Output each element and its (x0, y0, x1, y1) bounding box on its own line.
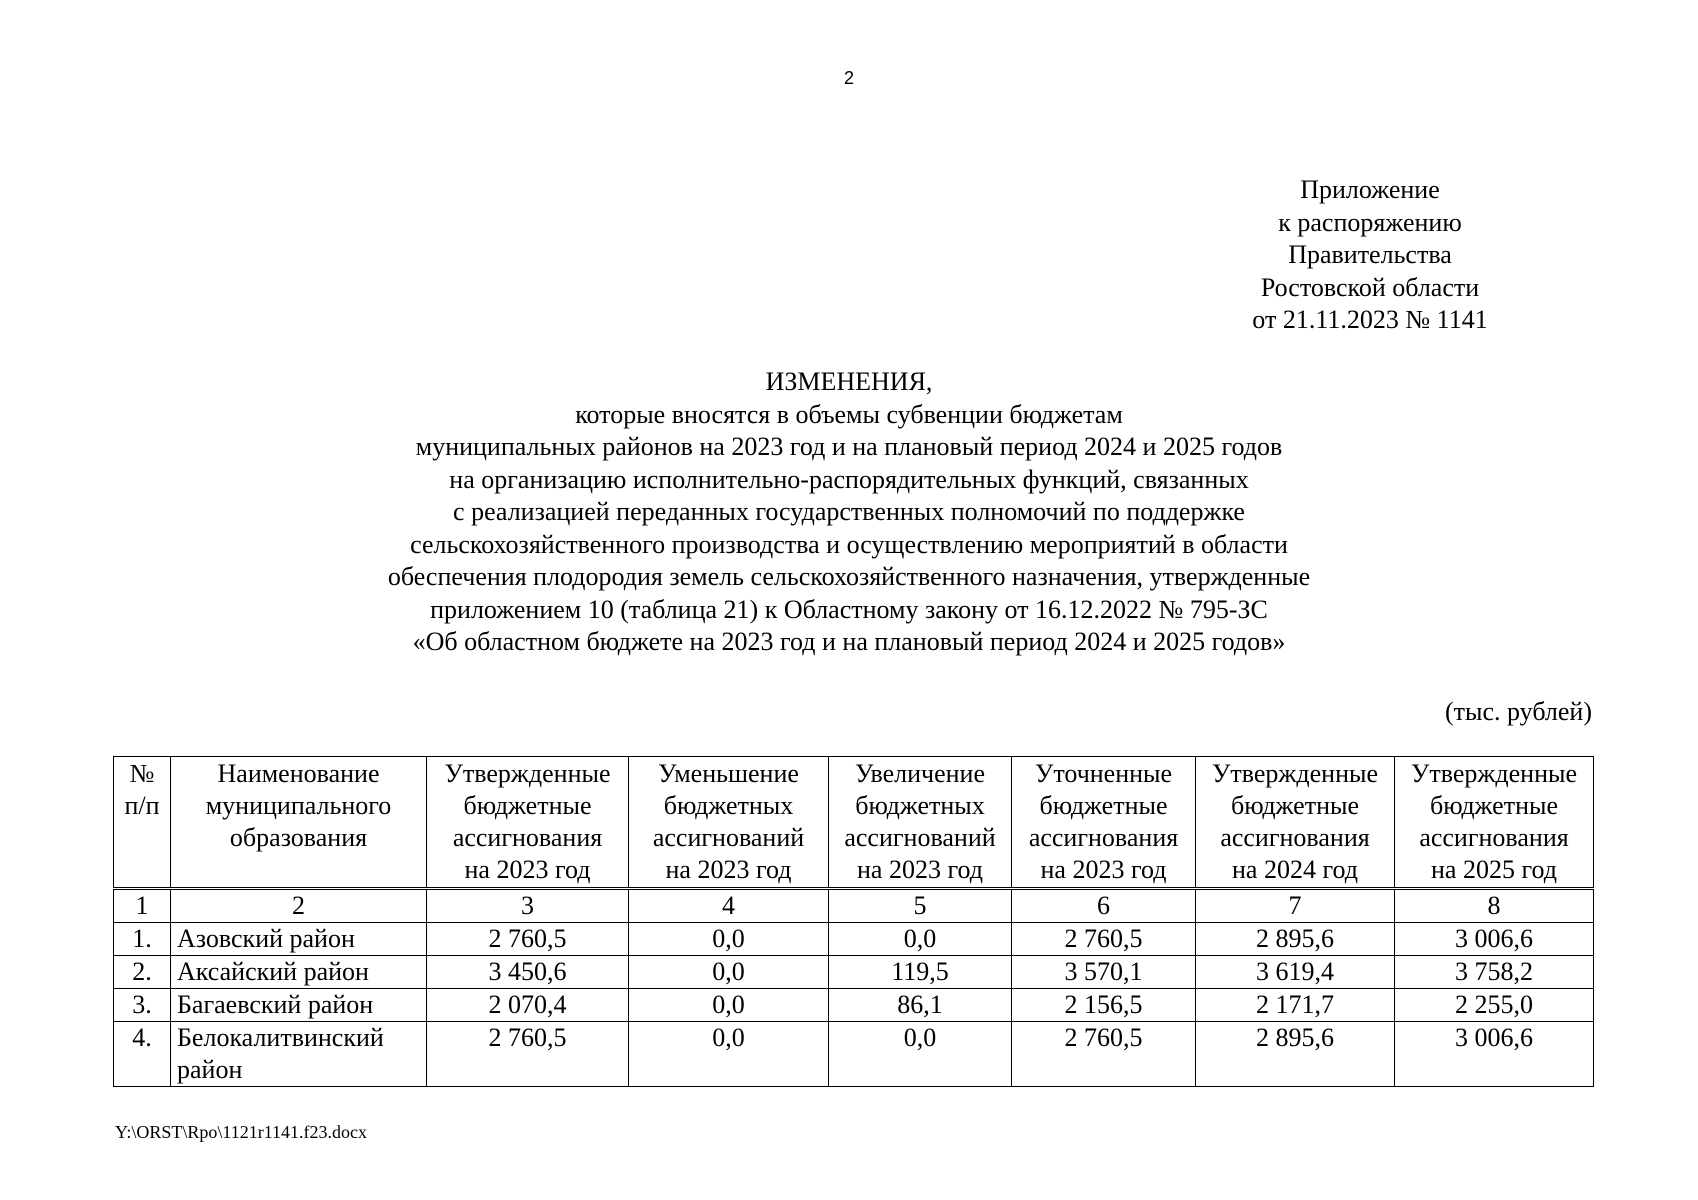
increase-2023-value: 0,0 (829, 1022, 1012, 1087)
row-index: 4. (114, 1022, 171, 1087)
column-number: 8 (1395, 889, 1594, 923)
decrease-2023-value: 0,0 (629, 923, 829, 956)
subvention-table (113, 756, 1594, 1087)
approved-2025-value: 3 006,6 (1395, 923, 1594, 956)
municipality-name: Багаевский район (171, 989, 427, 1022)
municipality-name: Аксайский район (171, 956, 427, 989)
header-municipality: Наименование муниципального образования (171, 757, 427, 889)
title-line: «Об областном бюджете на 2023 год и на плановый период 2024 и 2025 годов» (412, 627, 1286, 656)
file-path-footer: Y:\ORST\Rpo\1121r1141.f23.docx (115, 1122, 368, 1142)
decrease-2023-value: 0,0 (629, 956, 829, 989)
approved-2023-value: 2 760,5 (427, 1022, 629, 1087)
column-number: 6 (1012, 889, 1196, 923)
refined-2023-value: 3 570,1 (1012, 956, 1196, 989)
document-title (0, 366, 1698, 659)
column-number-row (114, 889, 1594, 923)
page-number: 2 (843, 68, 854, 88)
decrease-2023-value: 0,0 (629, 989, 829, 1022)
header-approved-2025: Утвержденные бюджетные ассигнования на 2025 год (1395, 757, 1594, 889)
column-number: 1 (114, 889, 171, 923)
refined-2023-value: 2 760,5 (1012, 923, 1196, 956)
row-index: 3. (114, 989, 171, 1022)
title-line: ИЗМЕНЕНИЯ, (765, 367, 933, 396)
column-number: 2 (171, 889, 427, 923)
appendix-line: к распоряжению (1278, 207, 1462, 237)
header-decrease-2023: Уменьшение бюджетных ассигнований на 2023 год (629, 757, 829, 889)
approved-2024-value: 2 895,6 (1196, 923, 1395, 956)
header-increase-2023: Увеличение бюджетных ассигнований на 2023 год (829, 757, 1012, 889)
approved-2023-value: 2 760,5 (427, 923, 629, 956)
increase-2023-value: 119,5 (829, 956, 1012, 989)
decrease-2023-value: 0,0 (629, 1022, 829, 1087)
refined-2023-value: 2 156,5 (1012, 989, 1196, 1022)
title-line: сельскохозяйственного производства и осуществлению мероприятий в области (410, 529, 1288, 559)
approved-2025-value: 2 255,0 (1395, 989, 1594, 1022)
increase-2023-value: 0,0 (829, 923, 1012, 956)
table-row (114, 1022, 1594, 1087)
table-row (114, 956, 1594, 989)
title-line: с реализацией переданных государственных полномочий по поддержке (453, 497, 1245, 526)
title-line: приложением 10 (таблица 21) к Областному закону от 16.12.2022 № 795-ЗС (430, 594, 1268, 624)
header-index: № п/п (114, 757, 171, 889)
title-line: которые вносятся в объемы субвенции бюджетам (575, 399, 1123, 429)
appendix-line: от 21.11.2023 № 1141 (1252, 305, 1488, 334)
approved-2023-value: 3 450,6 (427, 956, 629, 989)
table-row (114, 923, 1594, 956)
row-index: 2. (114, 956, 171, 989)
approved-2024-value: 2 171,7 (1196, 989, 1395, 1022)
appendix-line: Правительства (1288, 240, 1452, 269)
header-approved-2023: Утвержденные бюджетные ассигнования на 2023 год (427, 757, 629, 889)
appendix-header (1230, 174, 1510, 337)
table-row (114, 989, 1594, 1022)
approved-2024-value: 2 895,6 (1196, 1022, 1395, 1087)
approved-2025-value: 3 758,2 (1395, 956, 1594, 989)
appendix-line: Ростовской области (1260, 272, 1480, 302)
municipality-name: Белокалитвинский район (171, 1022, 427, 1087)
column-number: 5 (829, 889, 1012, 923)
header-row (114, 757, 1594, 889)
row-index: 1. (114, 923, 171, 956)
column-number: 7 (1196, 889, 1395, 923)
header-refined-2023: Уточненные бюджетные ассигнования на 2023 год (1012, 757, 1196, 889)
column-number: 3 (427, 889, 629, 923)
approved-2023-value: 2 070,4 (427, 989, 629, 1022)
column-number: 4 (629, 889, 829, 923)
refined-2023-value: 2 760,5 (1012, 1022, 1196, 1087)
title-line: на организацию исполнительно-распорядительных функций, связанных (449, 464, 1249, 494)
header-approved-2024: Утвержденные бюджетные ассигнования на 2024 год (1196, 757, 1395, 889)
approved-2025-value: 3 006,6 (1395, 1022, 1594, 1087)
title-line: обеспечения плодородия земель сельскохозяйственного назначения, утвержденные (387, 562, 1311, 591)
units-label: (тыс. рублей) (1444, 697, 1592, 726)
title-line: муниципальных районов на 2023 год и на плановый период 2024 и 2025 годов (415, 432, 1283, 461)
approved-2024-value: 3 619,4 (1196, 956, 1395, 989)
appendix-line: Приложение (1300, 175, 1440, 204)
increase-2023-value: 86,1 (829, 989, 1012, 1022)
municipality-name: Азовский район (171, 923, 427, 956)
